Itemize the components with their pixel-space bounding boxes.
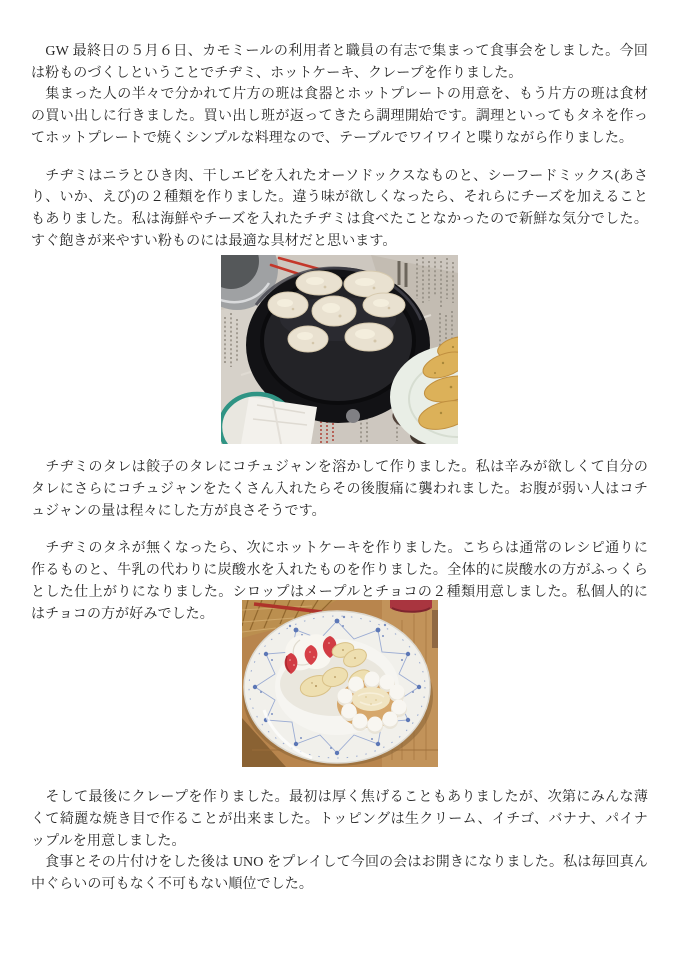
paragraph-sauce: チヂミのタレは餃子のタレにコチュジャンを溶かして作りました。私は辛みが欲しくて自分のタレにさらにコチュジャンをたくさん入れたらその後腹痛に襲われました。お腹が弱い人はコチュジャンの量は程々にした方が良さそうです。 <box>31 460 648 519</box>
paragraph-uno: 食事とその片付けをした後は UNO をプレイして今回の会はお開きになりました。私は毎回真ん中ぐらいの可もなく不可もない順位でした。 <box>31 855 648 893</box>
chijimi-hotplate-photo <box>31 255 648 444</box>
paragraph-preparation: 集まった人の半々で分かれて片方の班は食器とホットプレートの用意を、もう片方の班は食材の買い出しに行きました。買い出し班が返ってきたら調理開始です。調理といってもタネを作ってホットプレートで焼くシンプルな料理なので、テーブルでワイワイと喋りながら作りました。 <box>31 87 648 146</box>
paragraph-hotcake: チヂミのタネが無くなったら、次にホットケーキを作りました。こちらは通常のレシピ通りに作るものと、牛乳の代わりに炭酸水を入れたものを作りました。全体的に炭酸水の方がふっくらとした仕上がりになりました。シロップはメープルとチョコの２種類用意しました。私個人的にはチョコの方が好みでした。 <box>31 541 648 622</box>
paragraph-crepe: そして最後にクレープを作りました。最初は厚く焦げることもありましたが、次第にみんな薄くて綺麗な焼き目で作ることが出来ました。トッピングは生クリーム、イチゴ、バナナ、パイナップルを用意しました。 <box>31 790 648 849</box>
crepe-plate-photo <box>31 600 648 767</box>
chijimi-hotplate-photo-svg <box>221 255 458 444</box>
paragraph-chijimi: チヂミはニラとひき肉、干しエビを入れたオーソドックスなものと、シーフードミックス(あさり、いか、えび)の２種類を作りました。違う味が欲しくなったら、それらにチーズを加えることもありました。私は海鮮やチーズを入れたチヂミは食べたことなかったので新鮮な気分でした。すぐ飽きが来やすい粉ものには最適な具材だと思います。 <box>31 168 648 249</box>
paragraph-intro: GW 最終日の５月６日、カモミールの利用者と職員の有志で集まって食事会をしました。今回は粉ものづくしということでチヂミ、ホットケーキ、クレープを作りました。 <box>31 44 648 81</box>
crepe-plate-photo-svg <box>242 600 438 767</box>
